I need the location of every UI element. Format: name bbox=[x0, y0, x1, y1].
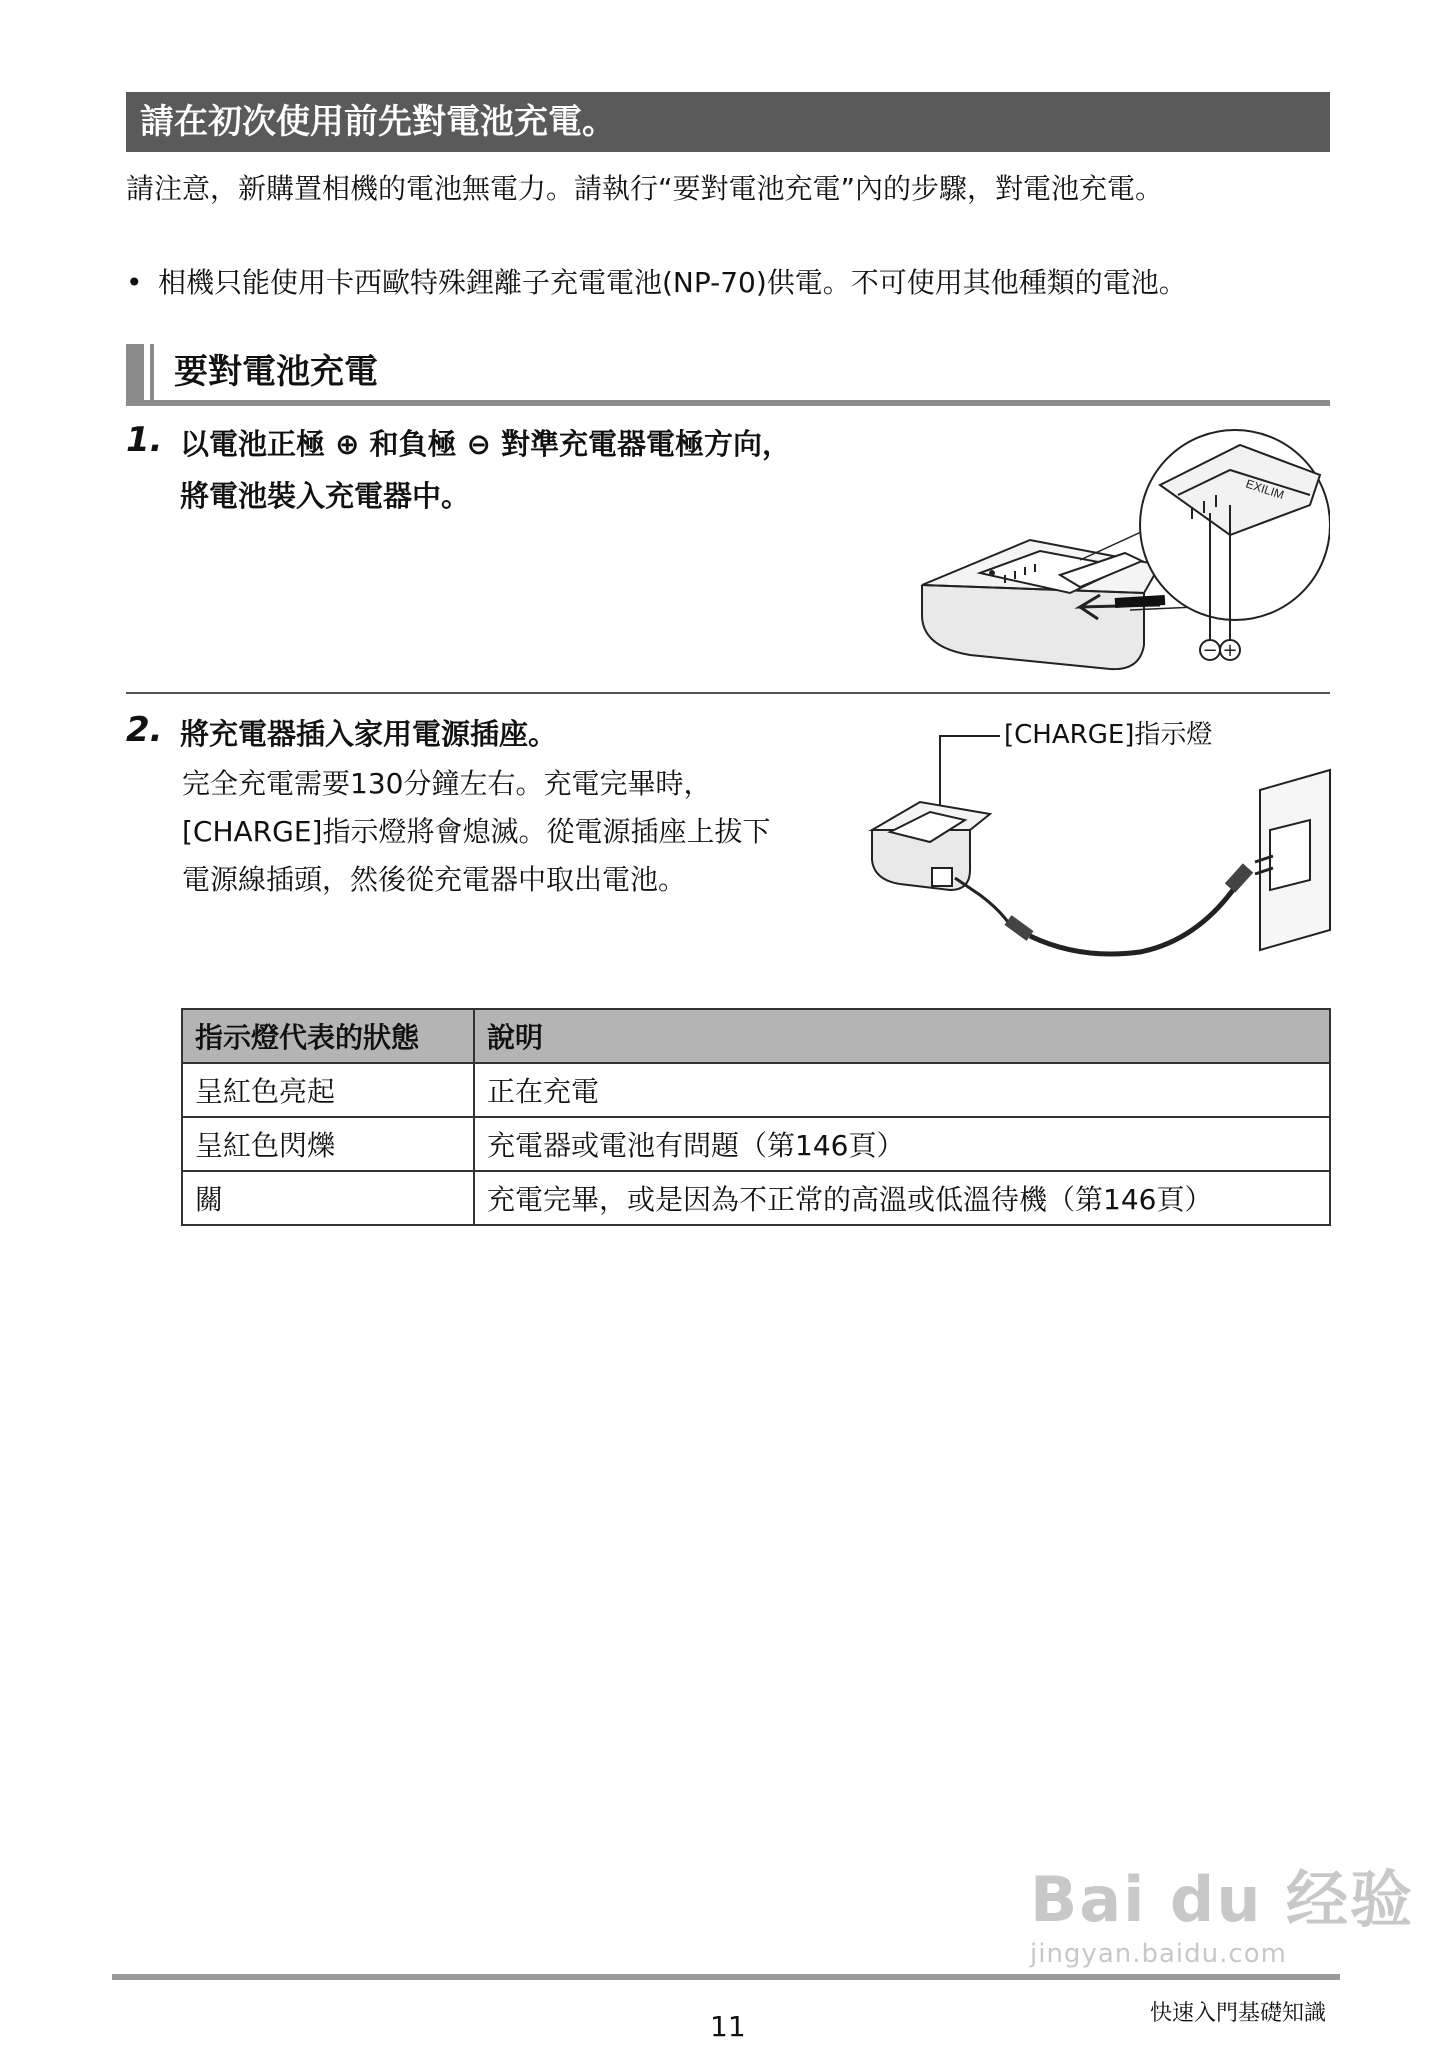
table-row bbox=[182, 1063, 1330, 1117]
table-header-row bbox=[182, 1009, 1330, 1063]
table-cell-status: 呈紅色亮起 bbox=[182, 1063, 474, 1117]
intro-paragraph: 請注意，新購置相機的電池無電力。請執行“要對電池充電”內的步驟，對電池充電。 bbox=[126, 172, 1164, 205]
step-2-body-3: 電源線插頭，然後從充電器中取出電池。 bbox=[182, 863, 687, 896]
charger-plug-illustration bbox=[860, 720, 1340, 980]
table-header-status: 指示燈代表的狀態 bbox=[182, 1009, 474, 1063]
heading-bar-icon bbox=[150, 344, 154, 400]
svg-text:EXILIM: EXILIM bbox=[1244, 476, 1286, 503]
watermark-site: jingyan.baidu.com bbox=[1030, 1939, 1287, 1969]
table-cell-description: 充電完畢，或是因為不正常的高溫或低溫待機（第146頁） bbox=[474, 1171, 1330, 1225]
charge-indicator-callout: [CHARGE]指示燈 bbox=[1004, 720, 1213, 750]
bullet-note bbox=[126, 260, 1332, 306]
step-2-body-1: 完全充電需要130分鐘左右。充電完畢時， bbox=[182, 767, 712, 800]
subsection-title: 要對電池充電 bbox=[174, 352, 378, 392]
subsection-heading bbox=[126, 344, 1330, 406]
indicator-status-table bbox=[181, 1008, 1331, 1226]
section-title: 請在初次使用前先對電池充電。 bbox=[126, 92, 1330, 152]
battery-insert-illustration bbox=[910, 425, 1330, 675]
baidu-watermark bbox=[1030, 1850, 1414, 1969]
step-1-line-2: 將電池裝入充電器中。 bbox=[180, 479, 471, 513]
step-divider bbox=[126, 692, 1330, 694]
step-2-number: 2. bbox=[126, 710, 163, 750]
table-header-description: 說明 bbox=[474, 1009, 1330, 1063]
watermark-brand: Bai du 经验 bbox=[1030, 1863, 1415, 1936]
bullet-text: 相機只能使用卡西歐特殊鋰離子充電電池(NP-70)供電。不可使用其他種類的電池。 bbox=[158, 266, 1187, 299]
step-1-line-1: 以電池正極 ⊕ 和負極 ⊖ 對準充電器電極方向， bbox=[180, 427, 791, 461]
table-row bbox=[182, 1117, 1330, 1171]
bullet-dot: • bbox=[126, 266, 143, 299]
table-cell-status: 呈紅色閃爍 bbox=[182, 1117, 474, 1171]
table-cell-status: 關 bbox=[182, 1171, 474, 1225]
table-row bbox=[182, 1171, 1330, 1225]
table-cell-description: 充電器或電池有問題（第146頁） bbox=[474, 1117, 1330, 1171]
heading-bar-icon bbox=[126, 344, 144, 400]
positive-symbol: + bbox=[1222, 640, 1238, 661]
footer-rule bbox=[112, 1974, 1340, 1980]
step-2-body-2: [CHARGE]指示燈將會熄滅。從電源插座上拔下 bbox=[182, 815, 771, 848]
step-1-number: 1. bbox=[126, 420, 163, 460]
page-number: 11 bbox=[710, 2010, 746, 2043]
footer-section-label: 快速入門基礎知識 bbox=[1150, 2001, 1327, 2026]
step-2-title: 將充電器插入家用電源插座。 bbox=[180, 717, 558, 751]
table-cell-description: 正在充電 bbox=[474, 1063, 1330, 1117]
negative-symbol: − bbox=[1202, 640, 1218, 661]
